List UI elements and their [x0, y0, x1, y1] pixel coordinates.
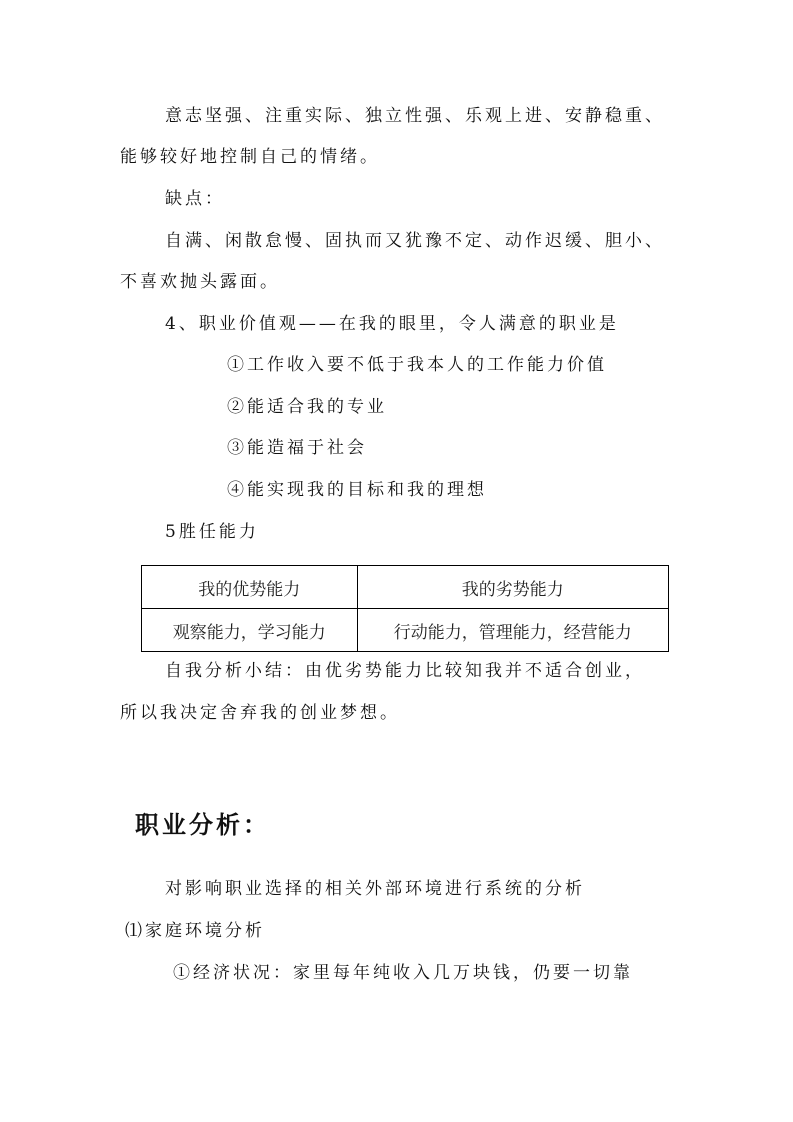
career-analysis-heading: 职业分析： [135, 810, 270, 839]
weaknesses-line-2: 不喜欢抛头露面。 [120, 272, 280, 292]
table-cell-strengths: 观察能力，学习能力 [142, 609, 358, 652]
table-row [142, 609, 669, 652]
weaknesses-line-1: 自满、闲散怠慢、固执而又犹豫不定、动作迟缓、胆小、 [165, 231, 665, 251]
career-value-item: ①工作收入要不低于我本人的工作能力价值 [227, 355, 607, 375]
summary-line-1: 自我分析小结：由优劣势能力比较知我并不适合创业， [165, 661, 645, 681]
summary-line-2: 所以我决定舍弃我的创业梦想。 [120, 703, 400, 723]
career-value-item: ④能实现我的目标和我的理想 [227, 480, 487, 500]
table-header-strengths: 我的优势能力 [142, 566, 358, 609]
career-values-heading: 4、职业价值观——在我的眼里，令人满意的职业是 [165, 314, 619, 334]
economic-status-line: ①经济状况：家里每年纯收入几万块钱，仍要一切靠 [173, 963, 633, 983]
weaknesses-label: 缺点： [165, 189, 225, 209]
family-environment-heading: ⑴家庭环境分析 [125, 921, 265, 941]
ability-table [141, 565, 669, 652]
table-cell-weaknesses: 行动能力，管理能力，经营能力 [357, 609, 668, 652]
career-analysis-intro: 对影响职业选择的相关外部环境进行系统的分析 [165, 879, 585, 899]
table-header-weaknesses: 我的劣势能力 [357, 566, 668, 609]
career-value-item: ②能适合我的专业 [227, 397, 387, 417]
strengths-line-1: 意志坚强、注重实际、独立性强、乐观上进、安静稳重、 [165, 106, 665, 126]
table-header-row [142, 566, 669, 609]
strengths-line-2: 能够较好地控制自己的情绪。 [120, 147, 380, 167]
competency-heading: 5胜任能力 [165, 522, 259, 542]
career-value-item: ③能造福于社会 [227, 438, 367, 458]
